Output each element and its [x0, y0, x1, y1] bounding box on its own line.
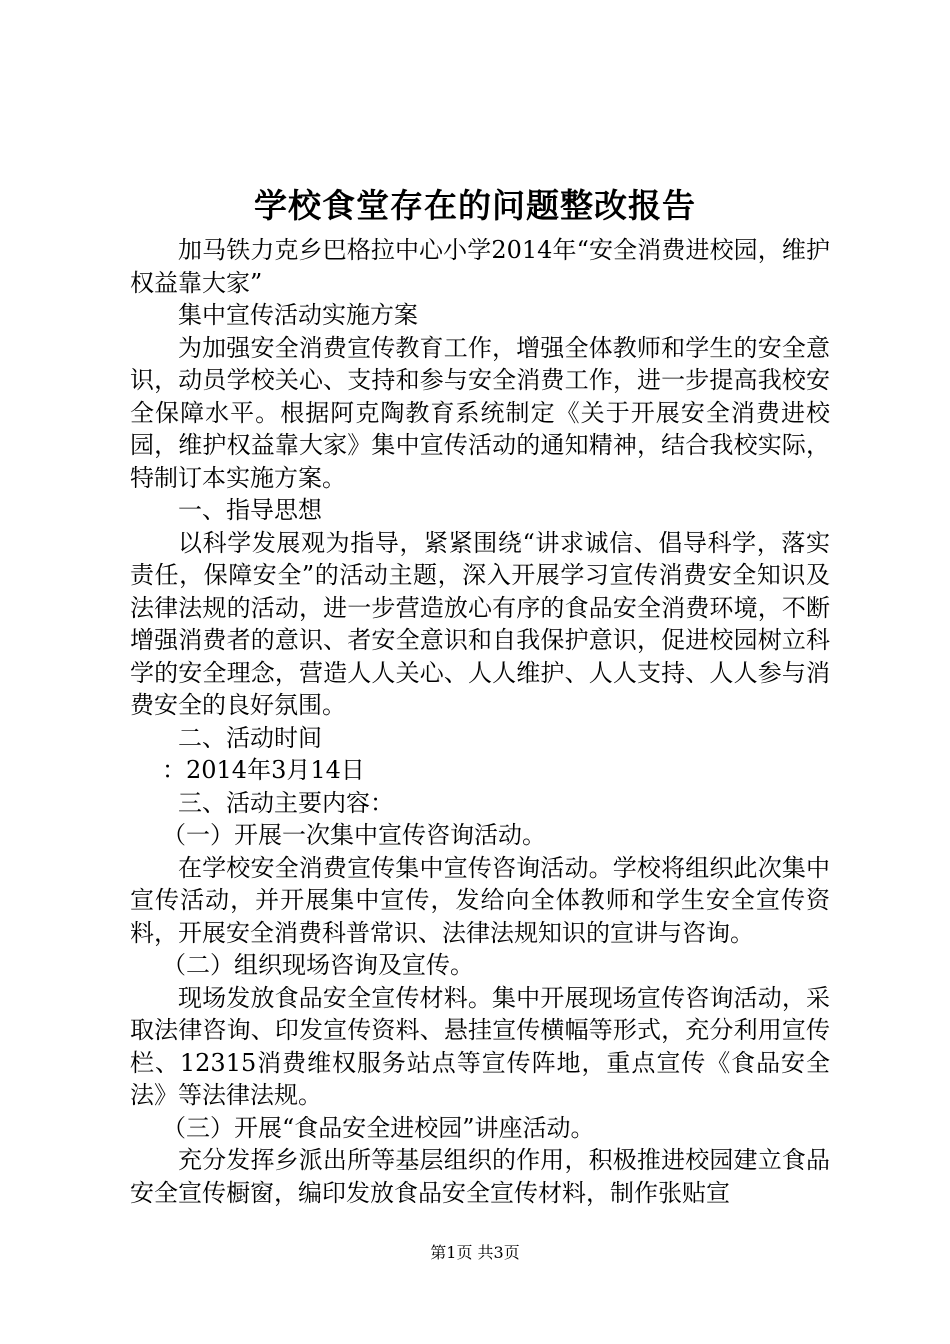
subheading-item-3: （三）开展“食品安全进校园”讲座活动。	[162, 1113, 595, 1142]
paragraph-purpose: 为加强安全消费宣传教育工作，增强全体教师和学生的安全意识，动员学校关心、支持和参与安全消费工作，进一步提高我校安全保障水平。根据阿克陶教育系统制定《关于开展安全消费进校园，维护权益靠大家》集中宣传活动的通知精神，结合我校实际，特制订本实施方案。	[130, 333, 830, 492]
subheading-item-1: （一）开展一次集中宣传咨询活动。	[162, 821, 546, 849]
document-title: 学校食堂存在的问题整改报告	[254, 186, 696, 225]
paragraph-activity-date: ：2014年3月14日	[162, 756, 365, 784]
section-heading-guiding-thought: 一、指导思想	[178, 496, 322, 524]
paragraph-item-3: 充分发挥乡派出所等基层组织的作用，积极推进校园建立食品安全宣传橱窗，编印发放食品安全宣传材料，制作张贴宣	[130, 1146, 830, 1207]
section-heading-main-content: 三、活动主要内容：	[178, 788, 394, 817]
paragraph-item-1: 在学校安全消费宣传集中宣传咨询活动。学校将组织此次集中宣传活动，并开展集中宣传，发给向全体教师和学生安全宣传资料，开展安全消费科普常识、法律法规知识的宣讲与咨询。	[130, 853, 830, 947]
page-footer: 第1页 共3页	[430, 1243, 520, 1262]
section-heading-activity-time: 二、活动时间	[178, 723, 322, 752]
paragraph-plan-title: 集中宣传活动实施方案	[178, 301, 418, 329]
document-body	[130, 234, 830, 1209]
paragraph-intro: 加马铁力克乡巴格拉中心小学2014年“安全消费进校园，维护权益靠大家”	[130, 236, 830, 297]
paragraph-item-2: 现场发放食品安全宣传材料。集中开展现场宣传咨询活动，采取法律咨询、印发宣传资料、悬挂宣传横幅等形式，充分利用宣传栏、12315消费维权服务站点等宣传阵地，重点宣传《食品安全法》等法律法规。	[130, 983, 830, 1109]
paragraph-guiding-thought: 以科学发展观为指导，紧紧围绕“讲求诚信、倡导科学，落实责任，保障安全”的活动主题，深入开展学习宣传消费安全知识及法律法规的活动，进一步营造放心有序的食品安全消费环境，不断增强消费者的意识、者安全意识和自我保护意识，促进校园树立科学的安全理念，营造人人关心、人人维护、人人支持、人人参与消费安全的良好氛围。	[130, 528, 830, 719]
subheading-item-2: （二）组织现场咨询及宣传。	[162, 951, 474, 979]
